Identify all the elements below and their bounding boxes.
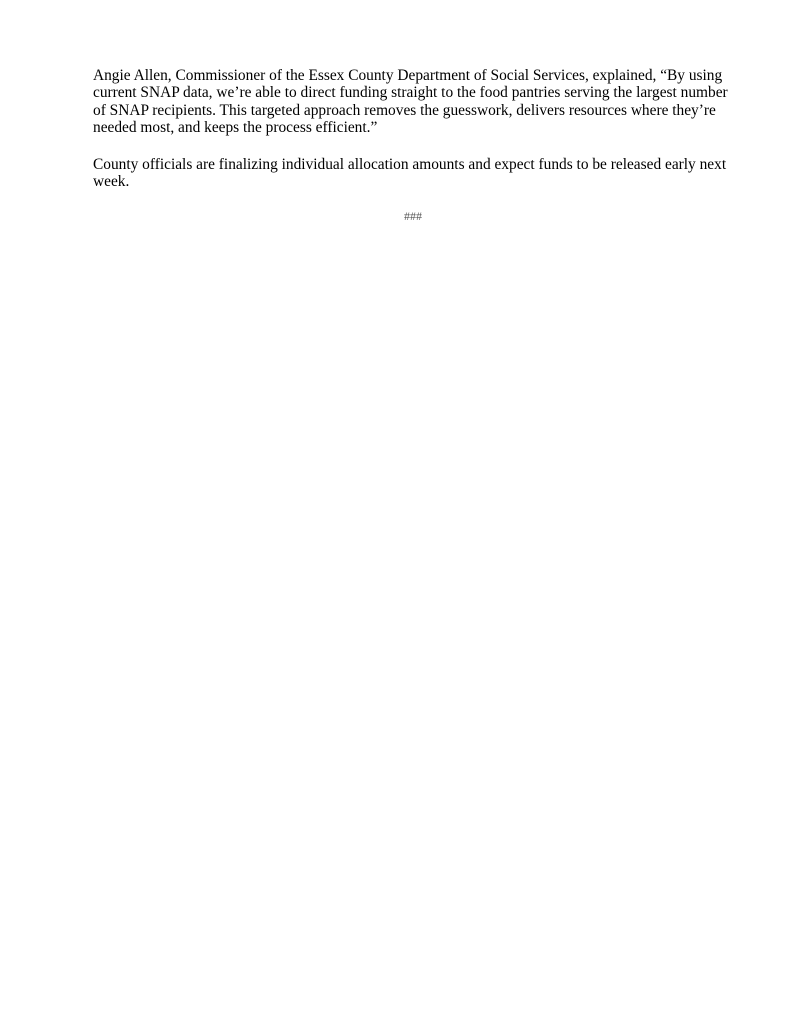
closing-paragraph: County officials are finalizing individual allocation amounts and expect funds to be released early next week. bbox=[93, 156, 727, 191]
end-of-release-mark: ### bbox=[404, 209, 422, 223]
quote-paragraph: Angie Allen, Commissioner of the Essex County Department of Social Services, explained, “By using current SNAP data, we’re able to direct funding straight to the food pantries serving the largest number of SNAP recipients. This targeted approach removes the guesswork, delivers resources where they’re needed most, and keeps the process efficient.” bbox=[93, 67, 728, 137]
